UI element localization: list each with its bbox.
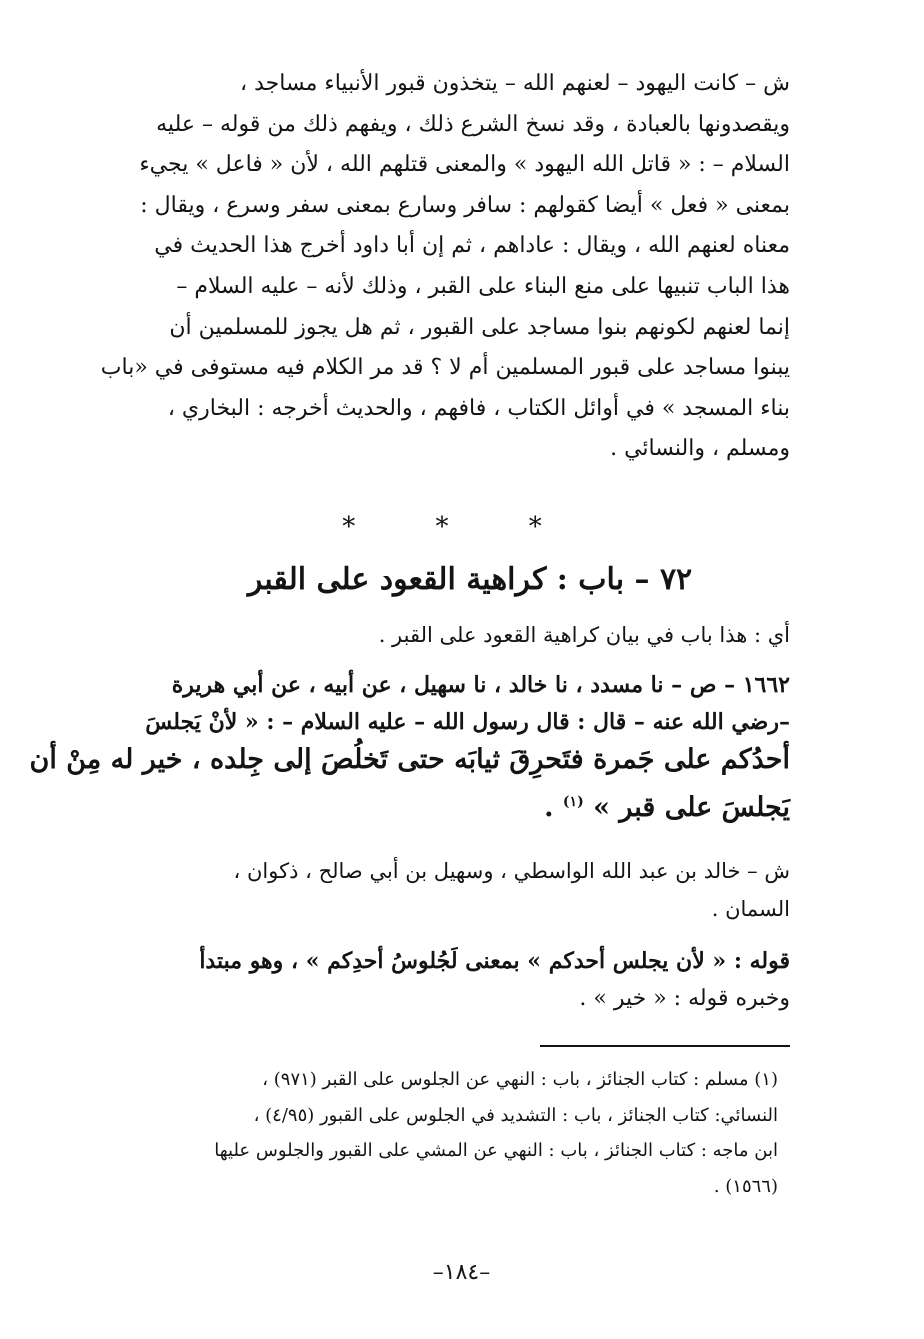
page-number: –١٨٤–	[432, 1260, 491, 1285]
commentary-line: ومسلم ، والنسائي .	[610, 436, 790, 462]
chapter-explanation-line: أي : هذا باب في بيان كراهية القعود على القبر .	[378, 623, 790, 647]
hadith-line: ١٦٦٢ – ص – نا مسدد ، نا خالد ، نا سهيل ، عن أبيه ، عن أبي هريرة	[171, 672, 790, 698]
chapter-explanation	[108, 617, 790, 653]
commentary-line: بمعنى « فعل » أيضا كقولهم : سافر وسارع بمعنى سفر وسرع ، ويقال :	[140, 192, 790, 218]
commentary-line: ويقصدونها بالعبادة ، وقد نسخ الشرع ذلك ، ويفهم ذلك من قوله – عليه	[156, 111, 790, 137]
hadith-line: –رضي الله عنه – قال : قال رسول الله – عليه السلام – : « لأنْ يَجلسَ	[145, 709, 790, 735]
chapter-heading	[108, 555, 924, 605]
commentary-line: ش – كانت اليهود – لعنهم الله – يتخذون قبور الأنبياء مساجد ،	[240, 71, 790, 96]
hadith-line-last	[108, 780, 790, 825]
commentary-line: معناه لعنهم الله ، ويقال : عاداهم ، ثم إن أبا داود أخرج هذا الحديث في	[154, 233, 790, 259]
narrators-commentary	[108, 852, 790, 928]
commentary-line: السلام – : « قاتل الله اليهود » والمعنى قتلهم الله ، لأن « فاعل » يجيء	[139, 152, 790, 178]
narrators-line: السمان .	[711, 897, 790, 921]
commentary-line: يبنوا مساجد على قبور المسلمين أم لا ؟ قد مر الكلام فيه مستوفى في «باب	[100, 355, 790, 381]
hadith-end-mark: .	[544, 792, 563, 823]
footnote-divider	[540, 1045, 790, 1047]
hadith-line: أحدُكم على جَمرة فتَحرِقَ ثيابَه حتى تَخلُصَ إلى جِلده ، خير له مِنْ أن	[29, 744, 790, 775]
footnotes	[108, 1062, 778, 1204]
commentary-line: بناء المسجد » في أوائل الكتاب ، فافهم ، والحديث أخرجه : البخاري ،	[167, 395, 790, 421]
commentary-line: هذا الباب تنبيها على منع البناء على القبر ، وذلك لأنه – عليه السلام –	[176, 273, 790, 299]
commentary-line: إنما لعنهم لكونهم بنوا مساجد على القبور ، ثم هل يجوز للمسلمين أن	[169, 314, 790, 340]
hadith-line-text: يَجلسَ على قبر »	[583, 792, 790, 823]
commentary-paragraph	[100, 64, 790, 470]
hadith-text	[29, 666, 790, 825]
chapter-title: ٧٢ – باب : كراهية القعود على القبر	[247, 562, 693, 597]
saying-line: قوله : « لأن يجلس أحدكم » بمعنى لَجُلوسُ أحدِكم » ، وهو مبتدأ	[199, 948, 790, 974]
footnote-reference: (١)	[562, 794, 584, 810]
footnote-line: ابن ماجه : كتاب الجنائز ، باب : النهي عن المشي على القبور والجلوس عليها	[214, 1140, 778, 1161]
saying-commentary	[108, 942, 790, 1018]
saying-line: وخبره قوله : « خير » .	[579, 986, 790, 1011]
footnote-line: (١٥٦٦) .	[713, 1175, 778, 1197]
footnote-line: (١) مسلم : كتاب الجنائز ، باب : النهي عن الجلوس على القبر (٩٧١) ،	[262, 1069, 778, 1090]
footnote-line: النسائي: كتاب الجنائز ، باب : التشديد في الجلوس على القبور (٤/٩٥) ،	[253, 1104, 778, 1126]
section-separator: * * *	[342, 512, 578, 542]
narrators-line: ش – خالد بن عبد الله الواسطي ، وسهيل بن أبي صالح ، ذكوان ،	[233, 859, 790, 883]
